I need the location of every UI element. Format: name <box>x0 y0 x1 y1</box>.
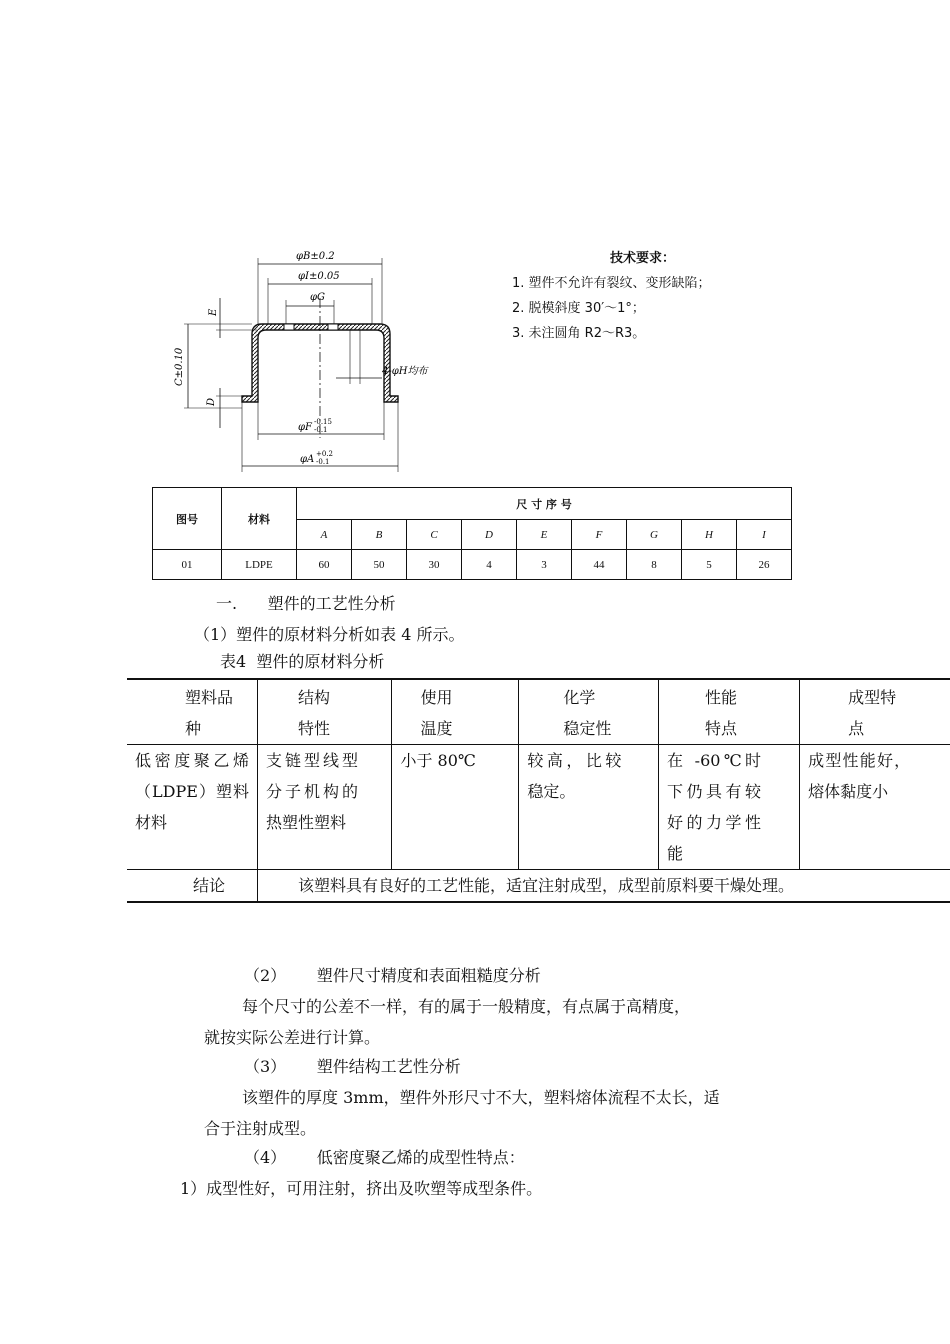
dim-letter: H <box>682 520 737 550</box>
mat-header-type: 塑料品 种 <box>127 679 258 745</box>
dim-value: 50 <box>352 550 407 580</box>
mat-cell-chemical: 较高，比较稳定。 <box>519 745 659 870</box>
s3-line1: 该塑件的厚度 3mm，塑件外形尺寸不大，塑料熔体流程不太长，适 <box>242 1088 720 1107</box>
intro-line: （1）塑件的原材料分析如表 4 所示。 <box>194 625 465 644</box>
s2-line2: 就按实际公差进行计算。 <box>204 1028 381 1047</box>
dim-letter: C <box>407 520 462 550</box>
mat-conclusion-label: 结论 <box>127 870 258 903</box>
dim-A-label: φA <box>300 454 315 465</box>
part-drawing <box>150 238 470 478</box>
dimension-table <box>152 487 792 580</box>
dim-value: 4 <box>462 550 517 580</box>
s2-title: （2） 塑件尺寸精度和表面粗糙度分析 <box>244 966 541 985</box>
s4-item1: 1）成型性好，可用注射，挤出及吹塑等成型条件。 <box>180 1179 543 1198</box>
mat-cell-performance: 在 -60℃时下仍具有较好的力学性能 <box>658 745 799 870</box>
material-table <box>127 678 950 903</box>
s4-title: （4） 低密度聚乙烯的成型性特点： <box>244 1148 525 1167</box>
section-title: 一. 塑件的工艺性分析 <box>216 594 396 613</box>
dim-letter: A <box>297 520 352 550</box>
mat-header-chemical: 化学 稳定性 <box>519 679 659 745</box>
dim-G-label: φG <box>310 292 325 303</box>
dim-table-header-material: 材料 <box>222 488 297 550</box>
tech-item-3: 3. 未注圆角 R2～R3。 <box>512 326 646 341</box>
dim-E-label: E <box>208 308 219 316</box>
technical-requirements <box>512 246 711 346</box>
dim-letter: F <box>572 520 627 550</box>
dim-I-label: φI±0.05 <box>298 271 340 282</box>
dim-letter: E <box>517 520 572 550</box>
table-caption: 表4 塑件的原材料分析 <box>220 652 385 671</box>
mat-cell-molding: 成型性能好，熔体黏度小 <box>800 745 950 870</box>
dim-value: 30 <box>407 550 462 580</box>
s3-line2: 合于注射成型。 <box>204 1119 317 1138</box>
mat-cell-type: 低密度聚乙烯（LDPE）塑料材料 <box>127 745 258 870</box>
dim-F-tol-low: -0.1 <box>314 426 328 434</box>
dim-value: 44 <box>572 550 627 580</box>
dim-value: 26 <box>737 550 792 580</box>
dim-B-label: φB±0.2 <box>296 251 335 262</box>
dim-letter: B <box>352 520 407 550</box>
dim-value: 5 <box>682 550 737 580</box>
mat-cell-structure: 支链型线型分子机构的热塑性塑料 <box>258 745 392 870</box>
dim-letter: I <box>737 520 792 550</box>
dim-A-tol-up: +0.2 <box>316 450 333 458</box>
dim-material-value: LDPE <box>222 550 297 580</box>
tech-title: 技术要求： <box>610 251 676 266</box>
dim-D-label: D <box>206 397 217 406</box>
dim-drawing-no-value: 01 <box>153 550 222 580</box>
mat-header-performance: 性能 特点 <box>658 679 799 745</box>
dim-H-label: 4-φH均布 <box>382 366 428 377</box>
dim-A-tol-low: -0.1 <box>316 458 330 466</box>
dim-F-tol-up: -0.15 <box>314 418 332 426</box>
dim-letter: G <box>627 520 682 550</box>
mat-header-structure: 结构 特性 <box>258 679 392 745</box>
dim-value: 3 <box>517 550 572 580</box>
dim-letter: D <box>462 520 517 550</box>
dim-F-label: φF <box>298 422 312 433</box>
mat-header-temp: 使用 温度 <box>392 679 519 745</box>
dim-value: 8 <box>627 550 682 580</box>
dim-table-header-dims: 尺 寸 序 号 <box>297 488 792 520</box>
dim-value: 60 <box>297 550 352 580</box>
mat-conclusion-text: 该塑料具有良好的工艺性能，适宜注射成型，成型前原料要干燥处理。 <box>258 870 950 903</box>
mat-header-molding: 成型特 点 <box>800 679 950 745</box>
s3-title: （3） 塑件结构工艺性分析 <box>244 1057 461 1076</box>
s2-line1: 每个尺寸的公差不一样，有的属于一般精度，有点属于高精度， <box>242 997 691 1016</box>
tech-item-2: 2. 脱模斜度 30′～1°； <box>512 301 645 316</box>
dim-C-label: C±0.10 <box>174 347 185 386</box>
mat-cell-temp: 小于 80℃ <box>392 745 519 870</box>
dim-table-header-drawing-no: 图号 <box>153 488 222 550</box>
tech-item-1: 1. 塑件不允许有裂纹、变形缺陷； <box>512 276 711 291</box>
